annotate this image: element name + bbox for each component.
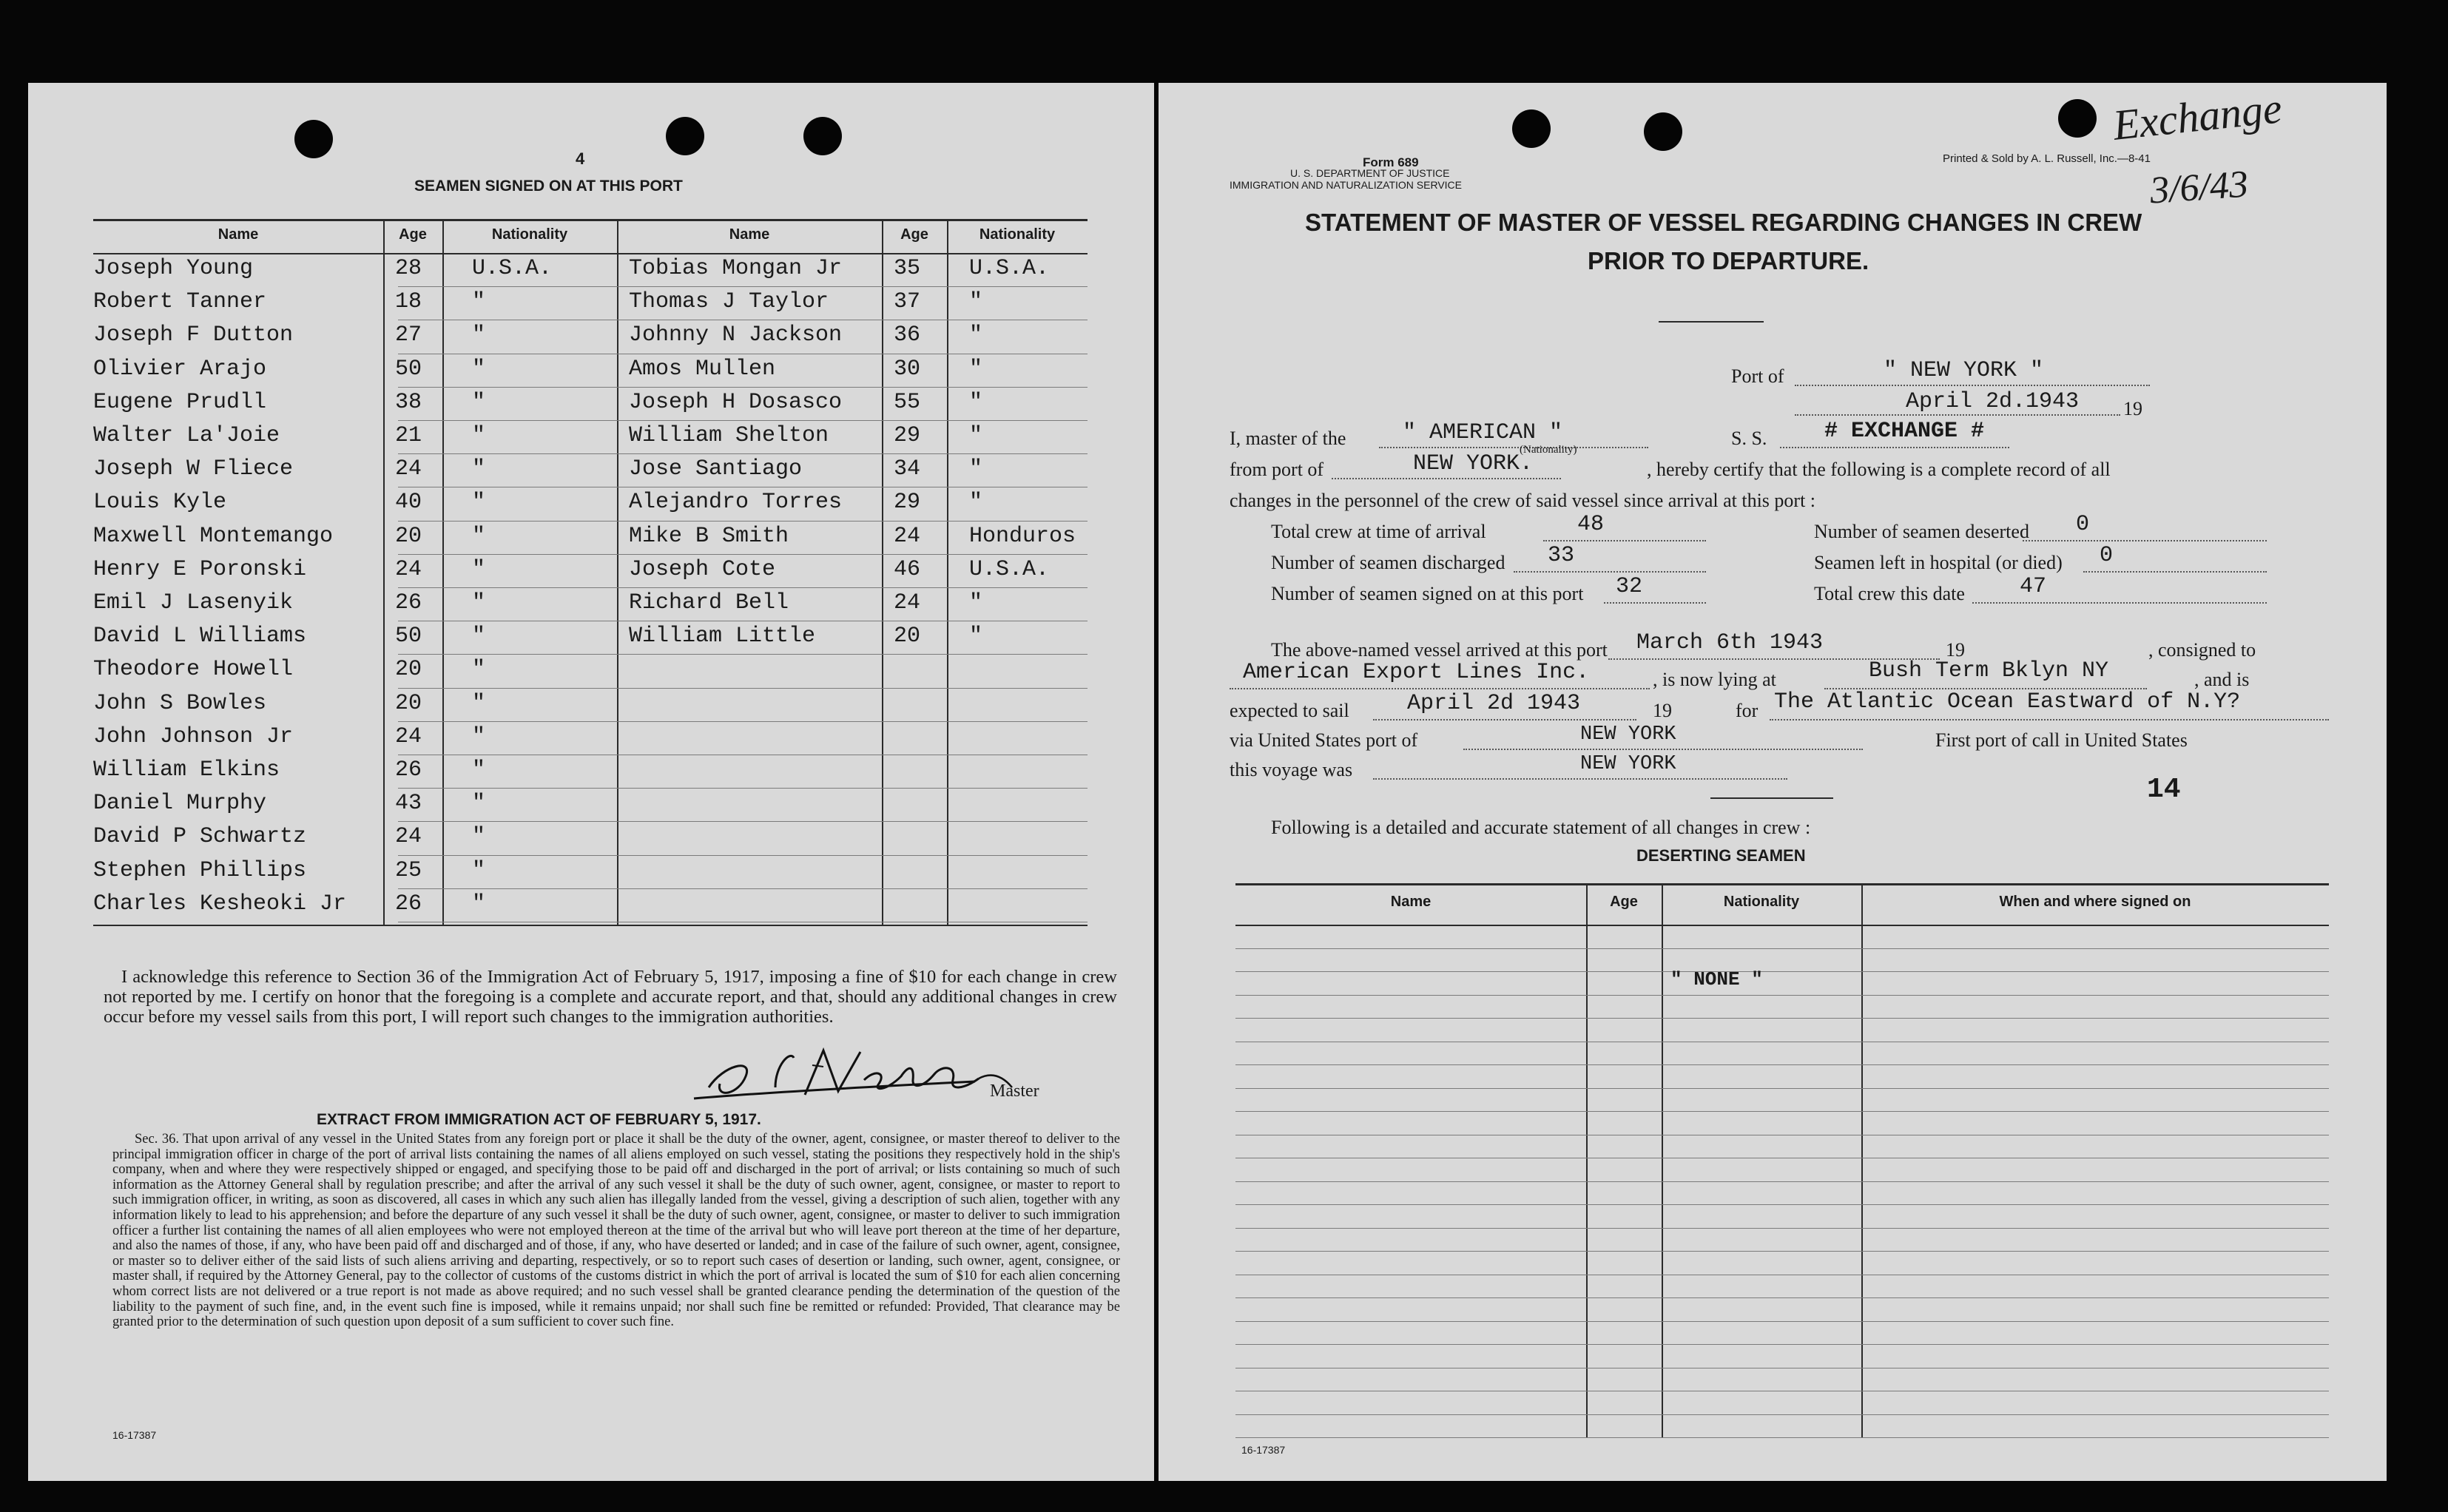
cell-age: 36 xyxy=(894,323,921,348)
deserted-count: 0 xyxy=(2076,512,2090,537)
row-rule xyxy=(1235,971,2329,972)
row-rule xyxy=(398,688,1088,689)
cell-nationality: " xyxy=(472,490,486,516)
cell-name: Emil J Lasenyik xyxy=(93,590,294,615)
cell-age: 24 xyxy=(894,590,921,615)
cell-nationality: " xyxy=(472,323,486,348)
cell-age: 34 xyxy=(894,456,921,482)
row-rule xyxy=(398,855,1088,856)
cell-name: Alejandro Torres xyxy=(629,490,843,516)
cell-name: Maxwell Montemango xyxy=(93,523,334,549)
cell-age: 50 xyxy=(395,356,422,382)
for-label: for xyxy=(1736,700,1759,721)
signed-on-count: 32 xyxy=(1616,574,1643,599)
row-rule xyxy=(1235,1297,2329,1298)
cell-name: Amos Mullen xyxy=(629,356,776,382)
cell-nationality: " xyxy=(969,389,983,415)
following-text: Following is a detailed and accurate statement of all changes in crew : xyxy=(1271,817,1811,838)
cell-name: Robert Tanner xyxy=(93,289,267,315)
cell-age: 30 xyxy=(894,356,921,382)
year-prefix-sail: 19 xyxy=(1653,700,1672,721)
cell-age: 29 xyxy=(894,423,921,448)
row-rule xyxy=(398,888,1088,889)
form-code-left: 16-17387 xyxy=(112,1429,157,1441)
cell-age: 26 xyxy=(395,891,422,917)
column-divider xyxy=(947,219,948,925)
discharged-count: 33 xyxy=(1548,543,1575,568)
row-rule xyxy=(1235,1321,2329,1322)
cell-name: John S Bowles xyxy=(93,690,267,716)
column-header: Name xyxy=(1390,894,1432,910)
extract-text: Sec. 36. That upon arrival of any vessel in the United States from any foreign port or place it shall be the duty of the owner, agent, consignee, or master thereof to deliver to the principal immigration officer in charge of the port of arrival lists containing the names of all aliens employed on such vessel, stating the positions they respectively hold in the ship's company, when and where they were respectively shipped or engaged, and specifying those to be paid off and discharged in the port of arrival; or lists containing so much of such information as the Attorney General shall by regulation prescribe; and after the arrival of any such vessel it shall be the duty of such owner, agent, consignee, or master to report to such immigration officer, in writing, as soon as discovered, all cases in which any such alien has illegally landed from the vessel, giving a description of such alien, together with any information likely to lead to his apprehension; and before the departure of any such vessel it shall be the duty of such owner, agent, consignee, or master to deliver to such immigration officer a further list containing the names of all alien employees who were not employed thereon at the time of the arrival but who will leave port thereon at the time of her departure, and also the names of those, if any, who have been paid off and discharged and of those, if any, who have deserted or landed; and in case of the failure of such owner, agent, consignee, or master so to deliver either of the said lists of such aliens arriving and departing, respectively, or so to report such cases of desertion or landing, such owner, agent, consignee, or master shall, if required by the Attorney General, pay to the collector of customs of the customs district in which the port of arrival is located the sum of $10 for each alien concerning whom correct lists are not delivered or a true report is not made as above required; and no such vessel shall be granted clearance pending the determination of the question of the liability to the payment of such fine, and, in the event such fine is imposed, while it remains unpaid; nor shall such fine be remitted or refunded: Provided, That clearance may be granted prior to the determination of such question upon deposit of a sum sufficient to cover such fine. xyxy=(112,1132,1120,1330)
signed-on-label: Number of seamen signed on at this port xyxy=(1271,583,1584,604)
cell-name: Richard Bell xyxy=(629,590,789,615)
cell-age: 40 xyxy=(395,490,422,516)
punch-hole xyxy=(666,117,704,155)
cell-name: Joseph F Dutton xyxy=(93,323,294,348)
punch-hole xyxy=(294,120,333,158)
table-header-rule xyxy=(1235,925,2329,926)
cell-nationality: " xyxy=(472,456,486,482)
row-rule xyxy=(1235,1344,2329,1345)
cell-nationality: " xyxy=(472,590,486,615)
handwritten-date: 3/6/43 xyxy=(2148,163,2250,212)
year-prefix-arrival: 19 xyxy=(1946,639,1965,661)
row-rule xyxy=(398,453,1088,454)
cell-name: Henry E Poronski xyxy=(93,556,307,582)
hospital-label: Seamen left in hospital (or died) xyxy=(1814,552,2063,573)
row-rule xyxy=(398,654,1088,655)
cell-age: 20 xyxy=(894,624,921,649)
row-rule xyxy=(1235,1437,2329,1438)
cell-age: 25 xyxy=(395,857,422,883)
cell-nationality: " xyxy=(472,389,486,415)
lying-label: , is now lying at xyxy=(1653,669,1776,690)
cell-name: Joseph Young xyxy=(93,256,254,281)
form-title-line1: STATEMENT OF MASTER OF VESSEL REGARDING CHANGES IN CREW xyxy=(1305,209,2142,236)
cell-name: Thomas J Taylor xyxy=(629,289,829,315)
voyage-port: NEW YORK xyxy=(1580,753,1676,775)
cell-name: Joseph H Dosasco xyxy=(629,389,843,415)
cell-name: Joseph Cote xyxy=(629,556,776,582)
row-rule xyxy=(398,420,1088,421)
column-header: Age xyxy=(900,226,928,243)
cell-name: Mike B Smith xyxy=(629,523,789,549)
master-of-label: I, master of the xyxy=(1230,428,1346,449)
deserting-heading: DESERTING SEAMEN xyxy=(1636,846,1806,865)
cell-age: 24 xyxy=(894,523,921,549)
vessel-name: # EXCHANGE # xyxy=(1824,419,1985,444)
column-header: Name xyxy=(729,226,770,243)
row-rule xyxy=(1235,1064,2329,1065)
cell-name: Louis Kyle xyxy=(93,490,227,516)
column-divider xyxy=(1861,883,1863,1437)
row-rule xyxy=(398,387,1088,388)
destination: The Atlantic Ocean Eastward of N.Y? xyxy=(1774,689,2241,715)
row-rule xyxy=(398,721,1088,722)
punch-hole xyxy=(1512,109,1551,148)
cell-age: 18 xyxy=(395,289,422,315)
cell-nationality: " xyxy=(472,891,486,917)
cell-nationality: " xyxy=(969,590,983,615)
row-rule xyxy=(398,286,1088,287)
cell-age: 55 xyxy=(894,389,921,415)
column-divider xyxy=(1662,883,1663,1437)
cell-nationality: " xyxy=(472,657,486,683)
cell-name: Joseph W Fliece xyxy=(93,456,294,482)
cell-age: 24 xyxy=(395,556,422,582)
deserting-entry: " NONE " xyxy=(1670,968,1763,990)
handwritten-vessel-note: Exchange xyxy=(2111,84,2285,149)
row-rule xyxy=(1235,1228,2329,1229)
report-date: April 2d.1943 xyxy=(1906,389,2080,414)
column-header: Nationality xyxy=(979,226,1056,243)
column-header: Age xyxy=(399,226,427,243)
table-top-rule xyxy=(1235,883,2329,885)
cell-name: Daniel Murphy xyxy=(93,791,267,817)
cell-nationality: " xyxy=(969,356,983,382)
from-port-value: NEW YORK. xyxy=(1413,451,1534,476)
cell-nationality: U.S.A. xyxy=(969,256,1050,281)
cell-age: 20 xyxy=(395,690,422,716)
arrived-label: The above-named vessel arrived at this port xyxy=(1271,639,1608,661)
cell-age: 27 xyxy=(395,323,422,348)
cell-nationality: " xyxy=(472,723,486,749)
cell-name: Olivier Arajo xyxy=(93,356,267,382)
cell-nationality: " xyxy=(472,757,486,783)
cell-age: 35 xyxy=(894,256,921,281)
row-rule xyxy=(398,788,1088,789)
cell-age: 24 xyxy=(395,723,422,749)
berth-location: Bush Term Bklyn NY xyxy=(1869,658,2109,684)
cell-nationality: " xyxy=(472,624,486,649)
expected-sail-date: April 2d 1943 xyxy=(1407,691,1581,716)
cell-nationality: " xyxy=(472,857,486,883)
first-port-label: First port of call in United States xyxy=(1935,729,2188,751)
row-rule xyxy=(398,554,1088,555)
column-divider xyxy=(882,219,883,925)
year-prefix: 19 xyxy=(2123,398,2142,419)
column-header: Nationality xyxy=(491,226,568,243)
cell-name: Charles Kesheoki Jr xyxy=(93,891,347,917)
cell-nationality: " xyxy=(969,423,983,448)
voyage-rule xyxy=(1710,797,1833,799)
cell-name: William Little xyxy=(629,624,816,649)
cell-name: Jose Santiago xyxy=(629,456,803,482)
form-number: Form 689 xyxy=(1363,155,1419,169)
cell-nationality: U.S.A. xyxy=(472,256,553,281)
via-port: NEW YORK xyxy=(1580,723,1676,746)
cell-nationality: " xyxy=(472,690,486,716)
and-is-label: , and is xyxy=(2194,669,2250,690)
row-rule xyxy=(398,521,1088,522)
cell-age: 46 xyxy=(894,556,921,582)
certify-text: , hereby certify that the following is a complete record of all xyxy=(1647,459,2111,480)
cell-name: William Elkins xyxy=(93,757,280,783)
column-header: Nationality xyxy=(1723,894,1800,910)
cell-name: Johnny N Jackson xyxy=(629,323,843,348)
cell-age: 20 xyxy=(395,523,422,549)
cell-nationality: " xyxy=(472,791,486,817)
page-number: 4 xyxy=(576,149,585,168)
nationality-caption: (Nationality) xyxy=(1520,444,1577,456)
port-label: Port of xyxy=(1731,365,1784,387)
table-bottom-rule xyxy=(93,925,1088,926)
row-rule xyxy=(1235,1204,2329,1205)
from-port-label: from port of xyxy=(1230,459,1324,480)
cell-age: 21 xyxy=(395,423,422,448)
cell-nationality: " xyxy=(472,824,486,850)
ss-label: S. S. xyxy=(1731,428,1767,449)
column-header: When and where signed on xyxy=(1999,894,2191,910)
extract-heading: EXTRACT FROM IMMIGRATION ACT OF FEBRUARY 5, 1917. xyxy=(317,1111,761,1128)
department-line: U. S. DEPARTMENT OF JUSTICE xyxy=(1290,167,1450,179)
handwritten-number: 14 xyxy=(2147,774,2181,806)
consignee: American Export Lines Inc. xyxy=(1243,660,1590,685)
total-crew-arrival: 48 xyxy=(1577,512,1605,537)
cell-nationality: " xyxy=(969,490,983,516)
cell-nationality: " xyxy=(472,556,486,582)
cell-age: 38 xyxy=(395,389,422,415)
row-rule xyxy=(1235,995,2329,996)
table-header-rule xyxy=(93,253,1088,254)
cell-nationality: " xyxy=(472,523,486,549)
punch-hole xyxy=(1644,112,1682,151)
expected-label: expected to sail xyxy=(1230,700,1349,721)
deserted-label: Number of seamen deserted xyxy=(1814,521,2029,542)
row-rule xyxy=(1235,1181,2329,1182)
master-signature xyxy=(664,1036,1049,1117)
cell-name: Theodore Howell xyxy=(93,657,294,683)
left-page xyxy=(28,83,1154,1481)
service-line: IMMIGRATION AND NATURALIZATION SERVICE xyxy=(1230,179,1462,191)
cell-age: 50 xyxy=(395,624,422,649)
acknowledgment-text: I acknowledge this reference to Section 36 of the Immigration Act of February 5, 1917, imposing a fine of $10 for each change in crew not reported by me. I certify on honor that the foregoing is a complete and accurate report, and that, should any additional changes in crew occur before my vessel sails from this port, I will report such changes to the immigration authorities. xyxy=(104,967,1117,1027)
row-rule xyxy=(1235,1414,2329,1415)
form-title-line2: PRIOR TO DEPARTURE. xyxy=(1588,247,1869,274)
column-divider xyxy=(617,219,618,925)
changes-text: changes in the personnel of the crew of said vessel since arrival at this port : xyxy=(1230,490,1816,511)
total-crew-date: 47 xyxy=(2020,574,2047,599)
cell-age: 24 xyxy=(395,824,422,850)
cell-age: 43 xyxy=(395,791,422,817)
discharged-label: Number of seamen discharged xyxy=(1271,552,1505,573)
column-divider xyxy=(383,219,385,925)
cell-name: David P Schwartz xyxy=(93,824,307,850)
cell-nationality: " xyxy=(472,423,486,448)
voyage-label: this voyage was xyxy=(1230,759,1353,780)
row-rule xyxy=(1235,1018,2329,1019)
column-divider xyxy=(1586,883,1588,1437)
cell-age: 26 xyxy=(395,757,422,783)
column-header: Age xyxy=(1610,894,1638,910)
cell-age: 37 xyxy=(894,289,921,315)
cell-age: 26 xyxy=(395,590,422,615)
row-rule xyxy=(398,821,1088,822)
row-rule xyxy=(1235,1111,2329,1112)
section-heading: SEAMEN SIGNED ON AT THIS PORT xyxy=(414,178,683,195)
port-value: " NEW YORK " xyxy=(1884,358,2044,383)
cell-name: David L Williams xyxy=(93,624,307,649)
cell-age: 24 xyxy=(395,456,422,482)
cell-nationality: Honduros xyxy=(969,523,1076,549)
column-divider xyxy=(442,219,444,925)
cell-name: Walter La'Joie xyxy=(93,423,280,448)
cell-name: William Shelton xyxy=(629,423,829,448)
right-page xyxy=(1159,83,2387,1481)
cell-nationality: " xyxy=(472,289,486,315)
hospital-count: 0 xyxy=(2100,543,2114,568)
cell-name: Tobias Mongan Jr xyxy=(629,256,843,281)
printer-line: Printed & Sold by A. L. Russell, Inc.—8-41 xyxy=(1943,152,2151,165)
column-header: Name xyxy=(218,226,259,243)
consigned-label: , consigned to xyxy=(2148,639,2256,661)
cell-nationality: " xyxy=(969,456,983,482)
arrival-date: March 6th 1943 xyxy=(1636,630,1824,655)
form-code-right: 16-17387 xyxy=(1241,1444,1286,1456)
table-top-rule xyxy=(93,219,1088,221)
master-label: Master xyxy=(990,1081,1039,1101)
via-port-label: via United States port of xyxy=(1230,729,1418,751)
cell-name: Stephen Phillips xyxy=(93,857,307,883)
title-rule xyxy=(1659,321,1764,323)
cell-nationality: " xyxy=(969,289,983,315)
row-rule xyxy=(1235,1251,2329,1252)
punch-hole xyxy=(2058,99,2097,138)
cell-nationality: " xyxy=(969,323,983,348)
vessel-nationality: " AMERICAN " xyxy=(1403,420,1563,445)
row-rule xyxy=(398,587,1088,588)
cell-age: 28 xyxy=(395,256,422,281)
punch-hole xyxy=(803,117,842,155)
total-crew-arrival-label: Total crew at time of arrival xyxy=(1271,521,1486,542)
cell-age: 29 xyxy=(894,490,921,516)
cell-nationality: U.S.A. xyxy=(969,556,1050,582)
cell-age: 20 xyxy=(395,657,422,683)
row-rule xyxy=(1235,948,2329,949)
cell-nationality: " xyxy=(472,356,486,382)
cell-nationality: " xyxy=(969,624,983,649)
cell-name: Eugene Prudll xyxy=(93,389,267,415)
total-crew-date-label: Total crew this date xyxy=(1814,583,1965,604)
row-rule xyxy=(1235,1088,2329,1089)
cell-name: John Johnson Jr xyxy=(93,723,294,749)
